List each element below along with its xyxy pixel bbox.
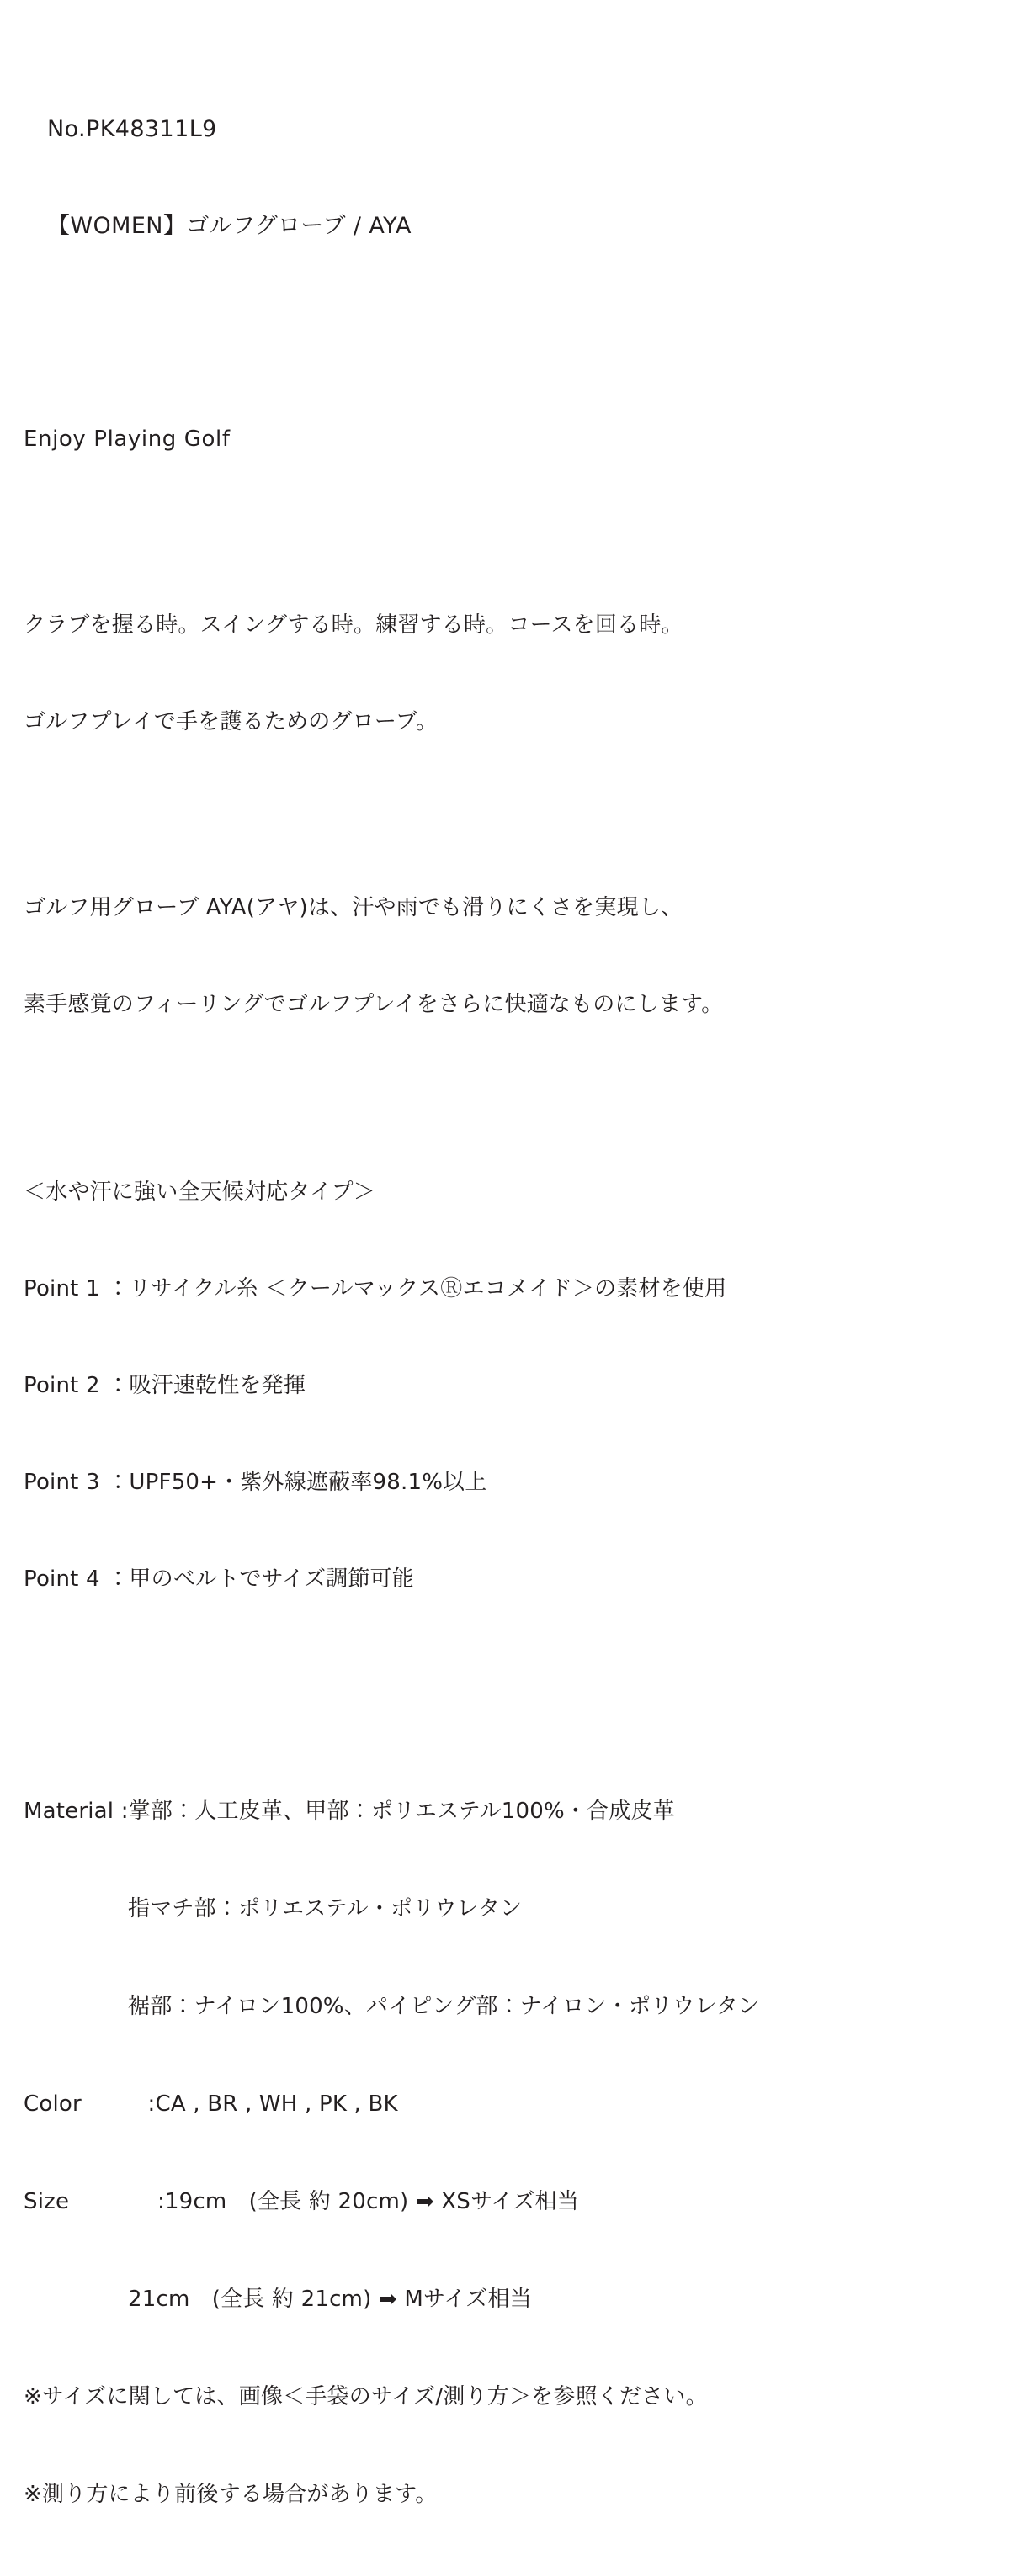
size-line-2: 21cm (全長 約 21cm) ➡ Mサイズ相当 [128, 2286, 532, 2312]
description-section [24, 545, 983, 803]
spec-section [24, 1731, 983, 2575]
spacer [24, 1712, 983, 1731]
color-row [24, 2088, 983, 2121]
note-1: ※サイズに関しては、画像＜手袋のサイズ/測り方＞を参照ください。 [24, 2383, 708, 2409]
description2-section [24, 828, 983, 1085]
color-value: :CA , BR , WH , PK , BK [147, 2091, 398, 2118]
tagline: Enjoy Playing Golf [24, 426, 231, 452]
color-label: Color [24, 2091, 82, 2118]
description2-line-1: ゴルフ用グローブ AYA(アヤ)は、汗や雨でも滑りにくさを実現し、 [24, 895, 683, 921]
description-line-1: クラブを握る時。スイングする時。練習する時。コースを回る時。 [24, 612, 683, 639]
material-row [24, 1795, 983, 1828]
features-heading: ＜水や汗に強い全天候対応タイプ＞ [24, 1179, 375, 1205]
tagline-section [24, 359, 983, 521]
material-label: Material [24, 1799, 114, 1825]
spacer [24, 307, 983, 359]
features-section [24, 1111, 983, 1661]
product-name: 【WOMEN】ゴルフグローブ / AYA [47, 212, 412, 239]
product-title-block [47, 49, 983, 307]
material-line-1: :掌部：人工皮革、甲部：ポリエステル100%・合成皮革 [120, 1799, 675, 1825]
size-line-1: :19cm (全長 約 20cm) ➡ XSサイズ相当 [157, 2188, 579, 2214]
document-body [24, 49, 983, 2576]
point-4: Point 4 ：甲のベルトでサイズ調節可能 [24, 1566, 414, 1593]
spacer [24, 1086, 983, 1111]
material-line-2: 指マチ部：ポリエステル・ポリウレタン [128, 1896, 523, 1922]
note-2: ※測り方により前後する場合があります。 [24, 2481, 438, 2507]
product-code: No.PK48311L9 [47, 115, 217, 142]
spacer [24, 1660, 983, 1712]
spacer [24, 803, 983, 828]
size-row [24, 2186, 983, 2218]
spacer [24, 520, 983, 545]
description-line-2: ゴルフプレイで手を護るためのグローブ。 [24, 708, 439, 734]
material-line-3: 裾部：ナイロン100%、パイピング部：ナイロン・ポリウレタン [128, 1994, 761, 2020]
description2-line-2: 素手感覚のフィーリングでゴルフプレイをさらに快適なものにします。 [24, 991, 724, 1017]
point-1: Point 1 ：リサイクル糸 ＜クールマックスⓇエコメイド＞の素材を使用 [24, 1275, 727, 1301]
point-3: Point 3 ：UPF50+・紫外線遮蔽率98.1%以上 [24, 1469, 487, 1495]
size-label: Size [24, 2188, 70, 2214]
point-2: Point 2 ：吸汗速乾性を発揮 [24, 1372, 306, 1398]
